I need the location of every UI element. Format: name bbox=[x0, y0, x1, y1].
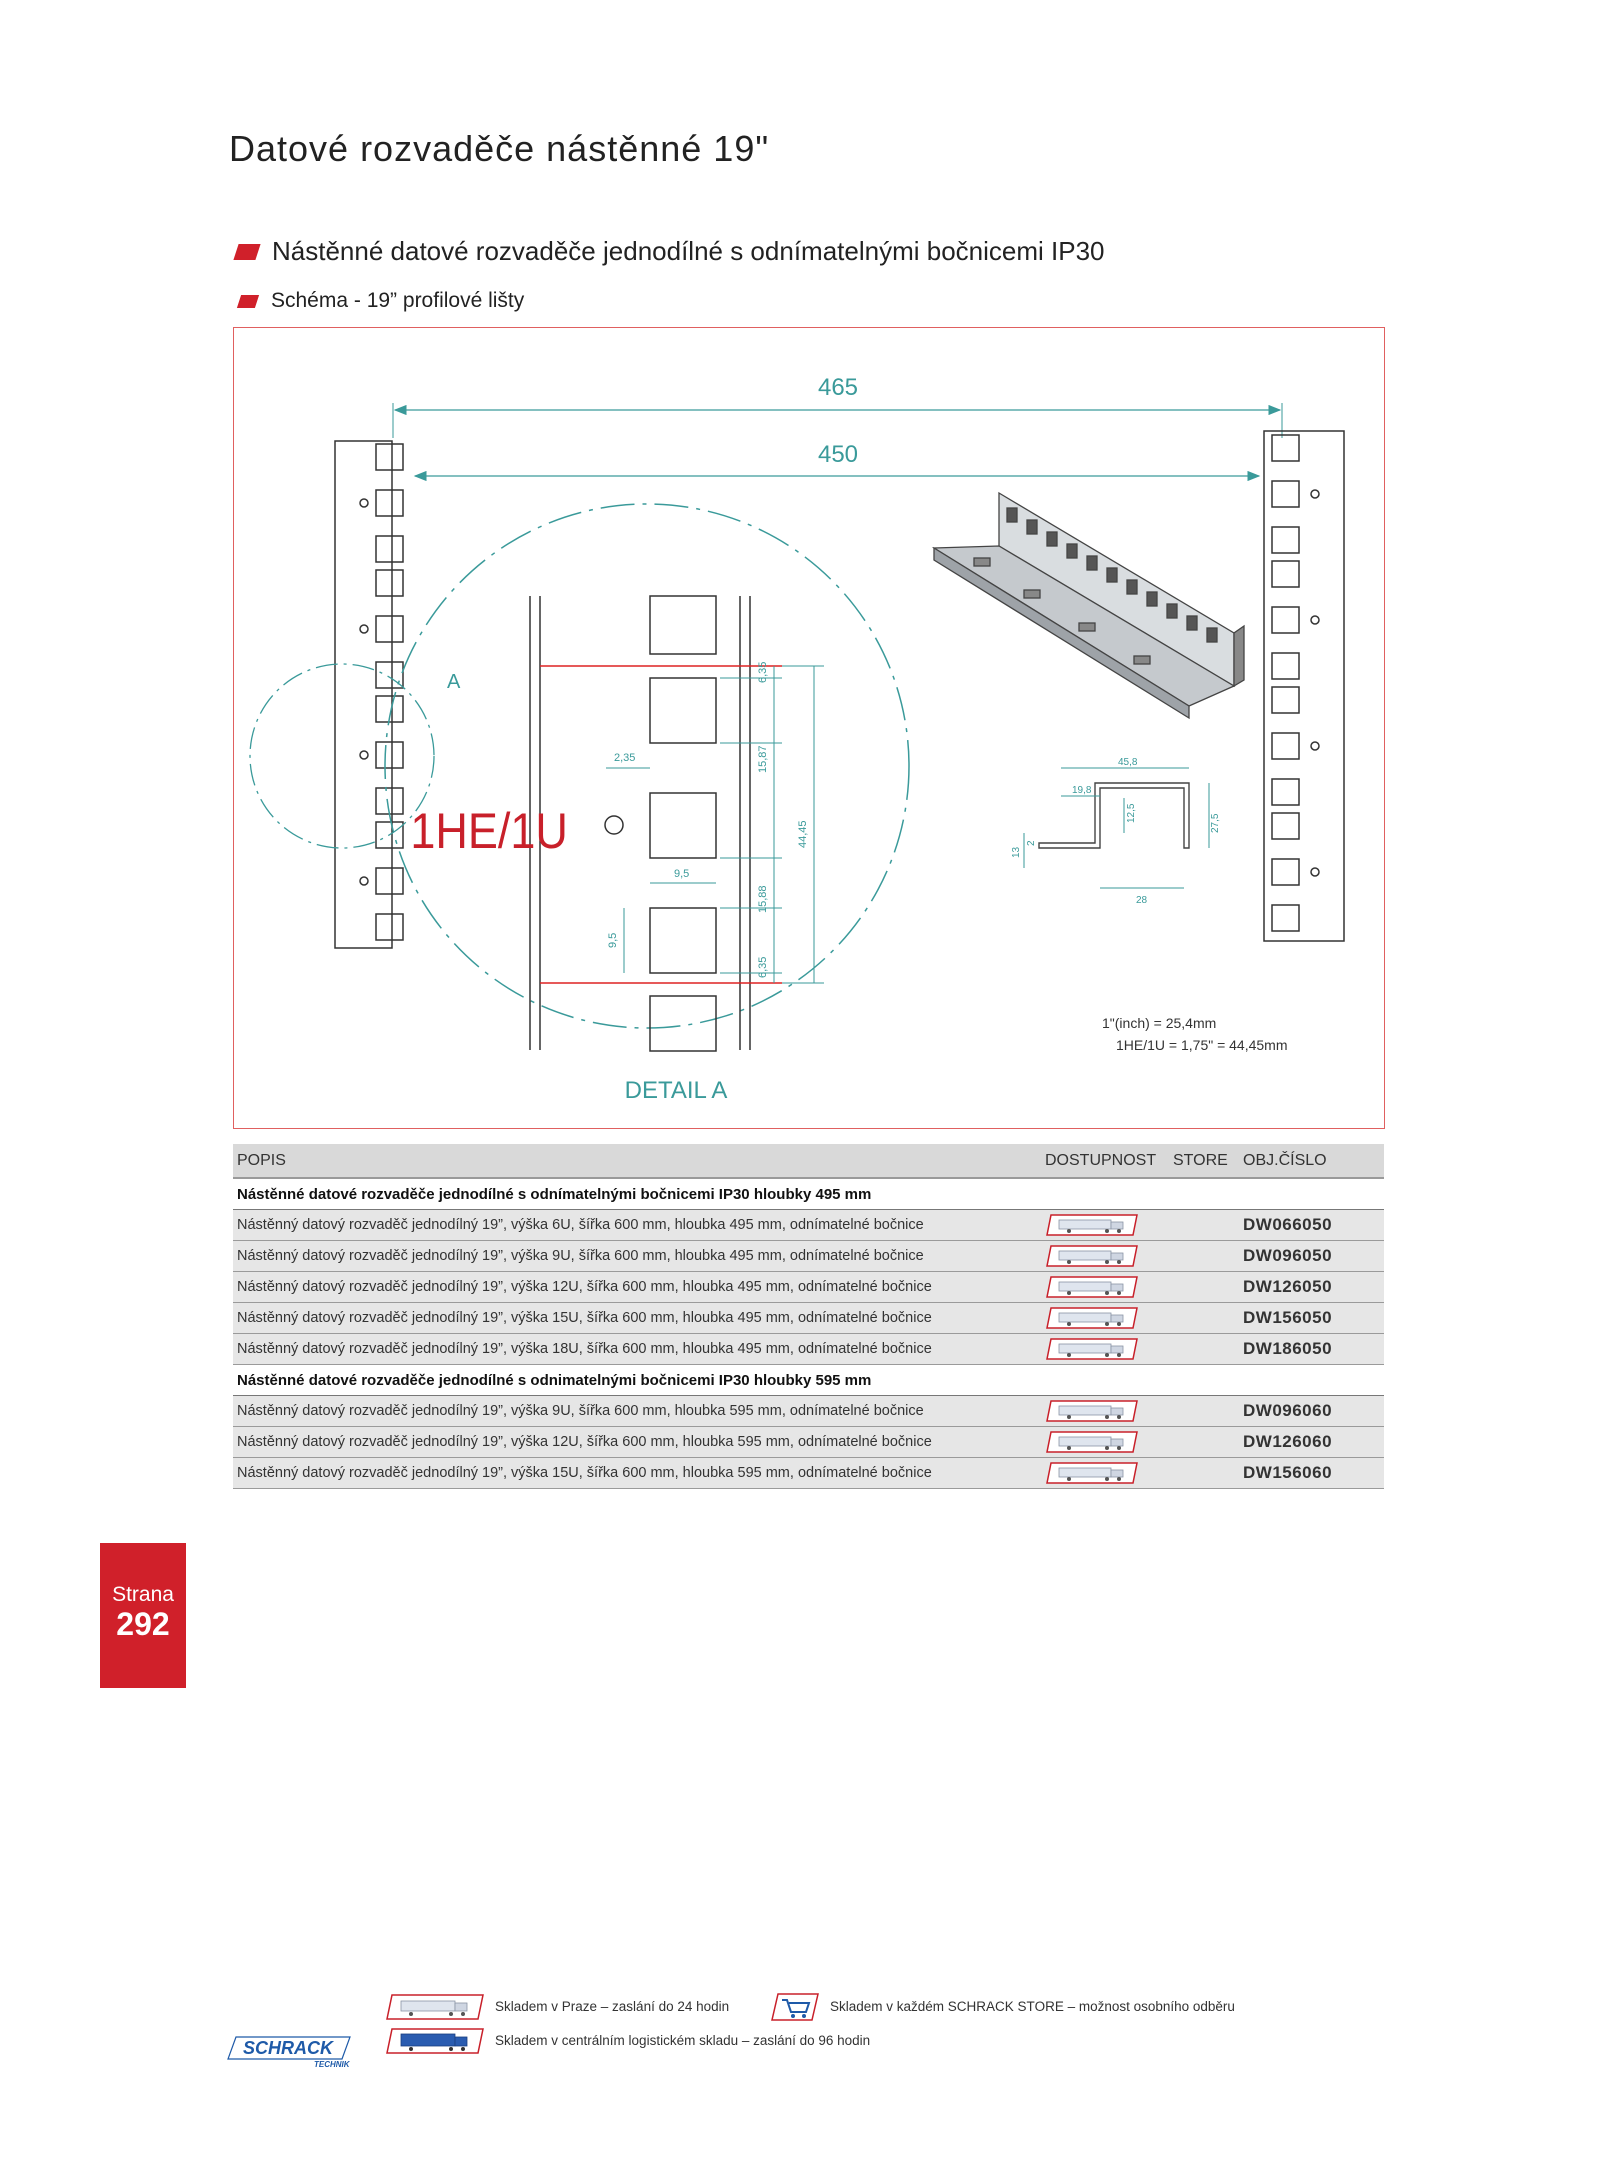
detail-circle-a bbox=[250, 664, 434, 848]
availability-truck-icon bbox=[1041, 1458, 1169, 1489]
order-code[interactable]: DW156050 bbox=[1239, 1303, 1384, 1334]
availability-truck-icon bbox=[1041, 1210, 1169, 1241]
legend-central: Skladem v centrálním logistickém skladu – zaslání do 96 hodin bbox=[495, 2033, 871, 2048]
label-a: A bbox=[447, 671, 461, 693]
store-cart-icon bbox=[770, 1992, 820, 2022]
order-code[interactable]: DW066050 bbox=[1239, 1210, 1384, 1241]
header-obj-cislo: OBJ.ČÍSLO bbox=[1239, 1144, 1384, 1178]
dim-2: 2 bbox=[1026, 840, 1037, 846]
truck-praha-icon bbox=[385, 1994, 485, 2020]
availability-truck-icon bbox=[1041, 1272, 1169, 1303]
store-cell bbox=[1169, 1427, 1239, 1458]
schrack-logo bbox=[226, 2035, 352, 2069]
dim-13: 13 bbox=[1011, 846, 1022, 858]
row-description: Nástěnný datový rozvaděč jednodílný 19”, výška 15U, šířka 600 mm, hloubka 595 mm, odnímatelné bočnice bbox=[233, 1458, 1041, 1489]
order-code[interactable]: DW096060 bbox=[1239, 1396, 1384, 1427]
table-row bbox=[233, 1334, 1384, 1365]
dim-95a: 9,5 bbox=[674, 868, 690, 880]
dim-275: 27,5 bbox=[1210, 813, 1221, 833]
order-code[interactable]: DW126050 bbox=[1239, 1272, 1384, 1303]
dim-1587: 15,87 bbox=[757, 745, 769, 773]
left-rail bbox=[335, 441, 403, 948]
logo-name: SCHRACK bbox=[243, 2038, 333, 2058]
store-cell bbox=[1169, 1303, 1239, 1334]
row-description: Nástěnný datový rozvaděč jednodílný 19”, výška 15U, šířka 600 mm, hloubka 495 mm, odnímatelné bočnice bbox=[233, 1303, 1041, 1334]
order-code[interactable]: DW186050 bbox=[1239, 1334, 1384, 1365]
table-header bbox=[233, 1144, 1384, 1178]
availability-truck-icon bbox=[1041, 1303, 1169, 1334]
dim-125: 12,5 bbox=[1126, 803, 1137, 823]
store-cell bbox=[1169, 1210, 1239, 1241]
page-number: 292 bbox=[116, 1606, 170, 1642]
row-description: Nástěnný datový rozvaděč jednodílný 19”, výška 9U, šířka 600 mm, hloubka 595 mm, odnímatelné bočnice bbox=[233, 1396, 1041, 1427]
availability-truck-icon bbox=[1041, 1334, 1169, 1365]
order-code[interactable]: DW156060 bbox=[1239, 1458, 1384, 1489]
table-row bbox=[233, 1241, 1384, 1272]
store-cell bbox=[1169, 1334, 1239, 1365]
table-row bbox=[233, 1458, 1384, 1489]
table-row bbox=[233, 1303, 1384, 1334]
dim-4445: 44,45 bbox=[797, 820, 809, 848]
dim-1588: 15,88 bbox=[757, 885, 769, 913]
dim-28: 28 bbox=[1136, 895, 1148, 906]
right-rail bbox=[1264, 431, 1344, 941]
dim-198: 19,8 bbox=[1072, 785, 1092, 796]
profile-section bbox=[1011, 757, 1221, 906]
row-description: Nástěnný datový rozvaděč jednodílný 19”, výška 9U, šířka 600 mm, hloubka 495 mm, odnímatelné bočnice bbox=[233, 1241, 1041, 1272]
rail-schematic bbox=[233, 327, 1385, 1129]
row-description: Nástěnný datový rozvaděč jednodílný 19”, výška 18U, šířka 600 mm, hloubka 495 mm, odnímatelné bočnice bbox=[233, 1334, 1041, 1365]
table-row bbox=[233, 1396, 1384, 1427]
dim-235: 2,35 bbox=[614, 752, 636, 764]
dimension-450 bbox=[415, 441, 1259, 476]
section-heading-text: Nástěnné datové rozvaděče jednodílné s odnímatelnými bočnicemi IP30 bbox=[272, 236, 1105, 266]
group-row: Nástěnné datové rozvaděče jednodílné s odnímatelnými bočnicemi IP30 hloubky 495 mm bbox=[233, 1178, 1384, 1210]
table-row bbox=[233, 1210, 1384, 1241]
group-row: Nástěnné datové rozvaděče jednodílné s odnimatelnými bočnicemi IP30 hloubky 595 mm bbox=[233, 1365, 1384, 1396]
availability-truck-icon bbox=[1041, 1241, 1169, 1272]
header-popis: POPIS bbox=[233, 1144, 1041, 1178]
dim-95b: 9,5 bbox=[607, 932, 619, 948]
dimension-465 bbox=[393, 374, 1282, 438]
label-1he-1u: 1HE/1U bbox=[410, 803, 568, 860]
availability-truck-icon bbox=[1041, 1396, 1169, 1427]
sub-heading-text: Schéma - 19” profilové lišty bbox=[271, 289, 525, 312]
header-dostupnost: DOSTUPNOST bbox=[1041, 1144, 1169, 1178]
red-bullet-icon bbox=[233, 244, 260, 260]
table-row bbox=[233, 1272, 1384, 1303]
legend-praha: Skladem v Praze – zaslání do 24 hodin bbox=[495, 1999, 730, 2014]
dim-635b: 6,35 bbox=[757, 956, 769, 978]
row-description: Nástěnný datový rozvaděč jednodílný 19”, výška 12U, šířka 600 mm, hloubka 595 mm, odnímatelné bočnice bbox=[233, 1427, 1041, 1458]
sub-heading bbox=[239, 289, 524, 313]
detail-a-label: DETAIL A bbox=[624, 1077, 728, 1104]
detail-a bbox=[385, 504, 909, 1104]
note-inch: 1"(inch) = 25,4mm bbox=[1102, 1015, 1217, 1031]
dim-450-label: 450 bbox=[817, 441, 859, 468]
section-heading bbox=[236, 236, 1105, 267]
dim-635a: 6,35 bbox=[757, 661, 769, 683]
page-number-tab bbox=[100, 1543, 186, 1688]
row-description: Nástěnný datový rozvaděč jednodílný 19”, výška 6U, šířka 600 mm, hloubka 495 mm, odnímatelné bočnice bbox=[233, 1210, 1041, 1241]
store-cell bbox=[1169, 1272, 1239, 1303]
note-he: 1HE/1U = 1,75" = 44,45mm bbox=[1116, 1037, 1288, 1053]
legend-store: Skladem v každém SCHRACK STORE – možnost osobního odběru bbox=[830, 1999, 1235, 2014]
table-row bbox=[233, 1427, 1384, 1458]
row-description: Nástěnný datový rozvaděč jednodílný 19”, výška 12U, šířka 600 mm, hloubka 495 mm, odnímatelné bočnice bbox=[233, 1272, 1041, 1303]
store-cell bbox=[1169, 1396, 1239, 1427]
header-store: STORE bbox=[1169, 1144, 1239, 1178]
red-bullet-icon bbox=[237, 295, 259, 308]
order-code[interactable]: DW126060 bbox=[1239, 1427, 1384, 1458]
truck-central-icon bbox=[385, 2028, 485, 2054]
dim-458: 45,8 bbox=[1118, 757, 1138, 768]
page-title: Datové rozvaděče nástěnné 19" bbox=[229, 128, 770, 169]
product-table bbox=[233, 1144, 1384, 1489]
order-code[interactable]: DW096050 bbox=[1239, 1241, 1384, 1272]
store-cell bbox=[1169, 1458, 1239, 1489]
dim-465-label: 465 bbox=[817, 374, 859, 401]
rail-3d-view bbox=[934, 493, 1244, 718]
logo-sub: TECHNIK bbox=[314, 2060, 350, 2069]
page-label: Strana bbox=[112, 1583, 174, 1606]
store-cell bbox=[1169, 1241, 1239, 1272]
availability-truck-icon bbox=[1041, 1427, 1169, 1458]
